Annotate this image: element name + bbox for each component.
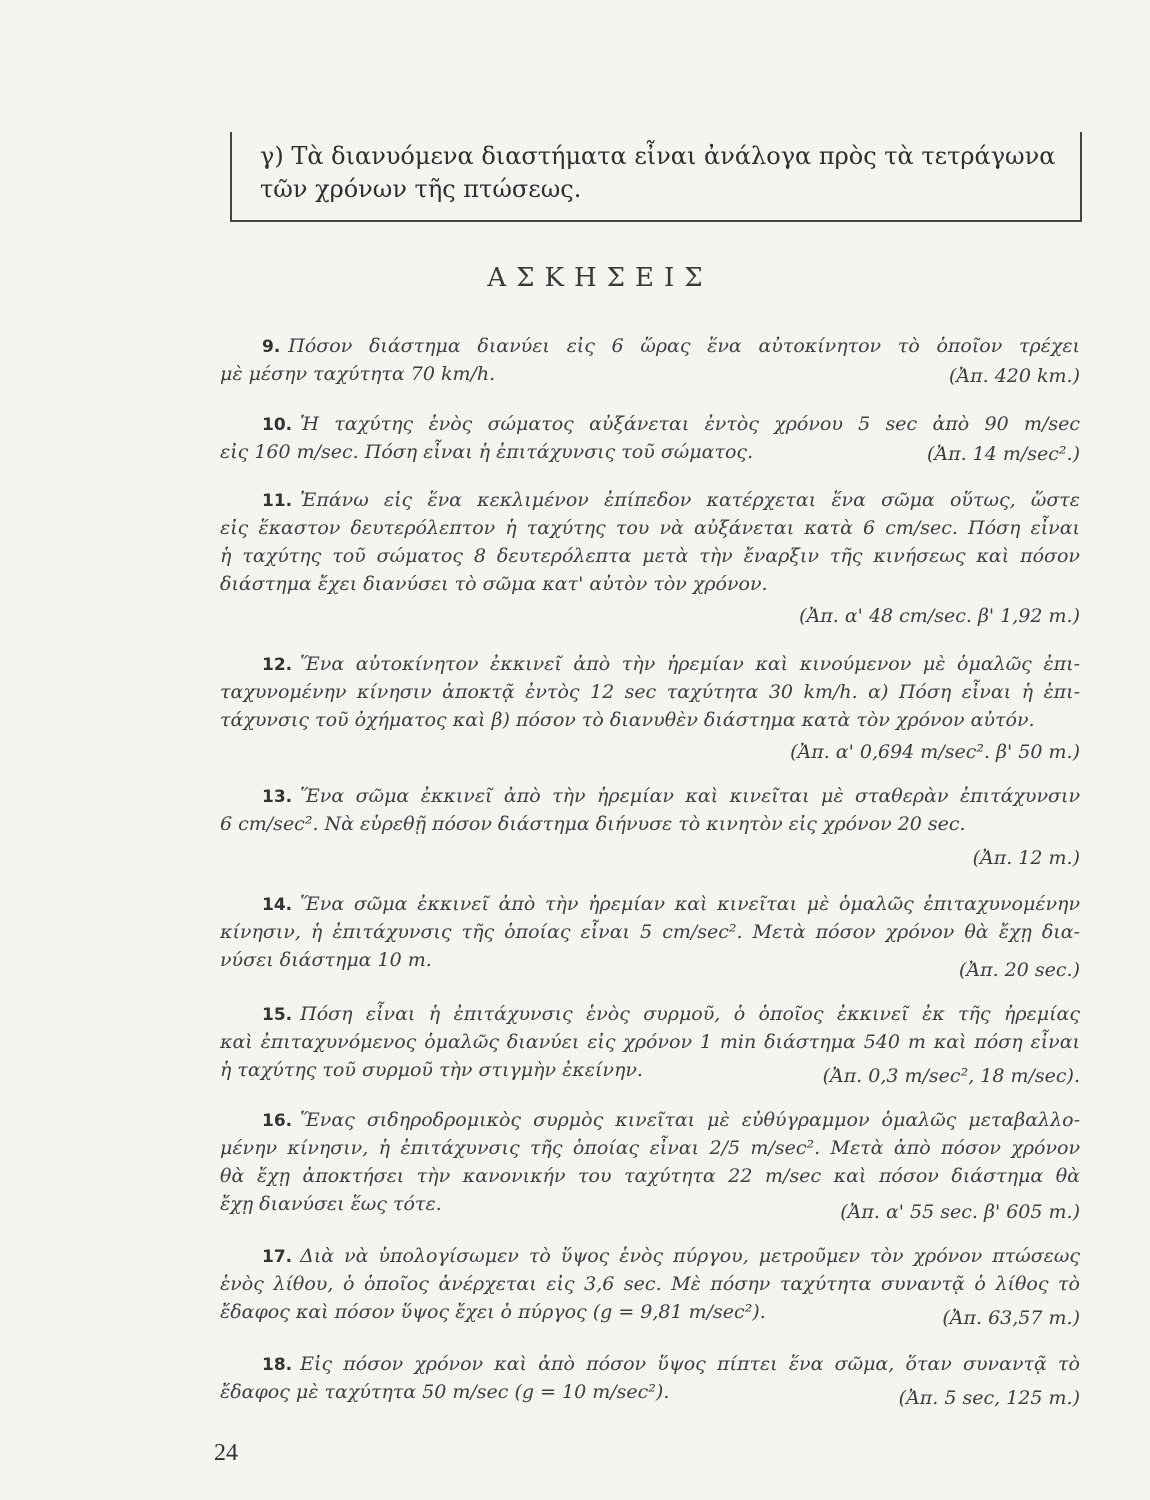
exercise-line: κίνησιν, ἡ ἐπιτάχυνσις τῆς ὁποίας εἶναι 5 cm/sec². Μετὰ πόσον χρόνον θὰ ἔχῃ δια-: [220, 921, 1080, 943]
exercise-line: ἔχῃ διανύσει ἕως τότε.: [220, 1193, 442, 1215]
exercise-line: ἡ ταχύτης τοῦ συρμοῦ τὴν στιγμὴν ἐκείνην.: [220, 1059, 643, 1081]
exercise-answer: (Ἀπ. 420 km.): [949, 365, 1080, 387]
exercise-line: ἑνὸς λίθου, ὁ ὁποῖος ἀνέρχεται εἰς 3,6 sec. Μὲ πόσην ταχύτητα συναντᾷ ὁ λίθος τὸ: [220, 1273, 1080, 1295]
exercise-number: 16.: [262, 1111, 293, 1131]
exercise-number: 11.: [262, 491, 293, 511]
exercise-answer: (Ἀπ. 14 m/sec².): [926, 443, 1080, 465]
exercise-line: ἡ ταχύτης τοῦ σώματος 8 δευτερόλεπτα μετὰ τὴν ἔναρξιν τῆς κινήσεως καὶ πόσον: [220, 545, 1080, 567]
exercise-line: 18. Εἰς πόσον χρόνον καὶ ἀπὸ πόσον ὕψος πίπτει ἕνα σῶμα, ὅταν συναντᾷ τὸ: [262, 1353, 1080, 1375]
exercise-answer: (Ἀπ. α' 48 cm/sec. β' 1,92 m.): [799, 605, 1080, 627]
exercise-line: εἰς 160 m/sec. Πόση εἶναι ἡ ἐπιτάχυνσις τοῦ σώματος.: [220, 441, 754, 463]
exercise-line: ἔδαφος μὲ ταχύτητα 50 m/sec (g = 10 m/sec²).: [220, 1381, 670, 1403]
section-title: ΑΣΚΗΣΕΙΣ: [487, 263, 713, 293]
exercise-line: 6 cm/sec². Νὰ εὑρεθῇ πόσον διάστημα διήνυσε τὸ κινητὸν εἰς χρόνον 20 sec.: [220, 813, 966, 835]
exercise-line: καὶ ἐπιταχυνόμενος ὁμαλῶς διανύει εἰς χρόνον 1 min διάστημα 540 m καὶ πόση εἶναι: [220, 1031, 1080, 1053]
exercise-line: θὰ ἔχῃ ἀποκτήσει τὴν κανονικήν του ταχύτητα 22 m/sec καὶ πόσον διάστημα θὰ: [220, 1165, 1080, 1187]
exercise-answer: (Ἀπ. α' 55 sec. β' 605 m.): [840, 1201, 1080, 1223]
exercise-line: 15. Πόση εἶναι ἡ ἐπιτάχυνσις ἑνὸς συρμοῦ, ὁ ὁποῖος ἐκκινεῖ ἐκ τῆς ἠρεμίας: [262, 1003, 1080, 1025]
exercise-line: 12. Ἕνα αὐτοκίνητον ἐκκινεῖ ἀπὸ τὴν ἠρεμίαν καὶ κινούμενον μὲ ὁμαλῶς ἐπι-: [262, 653, 1080, 675]
exercise-line: νύσει διάστημα 10 m.: [220, 949, 432, 971]
exercise-answer: (Ἀπ. 0,3 m/sec², 18 m/sec).: [822, 1065, 1080, 1087]
page-number: 24: [214, 1440, 238, 1466]
exercise-number: 18.: [262, 1355, 293, 1375]
exercise-number: 12.: [262, 655, 293, 675]
exercise-number: 14.: [262, 895, 293, 915]
exercise-number: 10.: [262, 415, 293, 435]
exercise-line: 17. Διὰ νὰ ὑπολογίσωμεν τὸ ὕψος ἑνὸς πύργου, μετροῦμεν τὸν χρόνον πτώσεως: [262, 1245, 1080, 1267]
exercise-number: 9.: [262, 337, 281, 357]
rule-line-1: γ) Τὰ διανυόμενα διαστήματα εἶναι ἀνάλογα πρὸς τὰ τετράγωνα: [260, 142, 1056, 170]
exercise-line: ἔδαφος καὶ πόσον ὕψος ἔχει ὁ πύργος (g = 9,81 m/sec²).: [220, 1301, 766, 1323]
exercise-answer: (Ἀπ. 63,57 m.): [942, 1307, 1080, 1329]
exercise-answer: (Ἀπ. 5 sec, 125 m.): [898, 1387, 1080, 1409]
exercise-line: μένην κίνησιν, ἡ ἐπιτάχυνσις τῆς ὁποίας εἶναι 2/5 m/sec². Μετὰ ἀπὸ πόσον χρόνον: [220, 1137, 1080, 1159]
exercise-number: 17.: [262, 1247, 293, 1267]
exercise-line: 10. Ἡ ταχύτης ἑνὸς σώματος αὐξάνεται ἐντὸς χρόνου 5 sec ἀπὸ 90 m/sec: [262, 413, 1080, 435]
exercise-line: 16. Ἕνας σιδηροδρομικὸς συρμὸς κινεῖται μὲ εὐθύγραμμον ὁμαλῶς μεταβαλλο-: [262, 1109, 1080, 1131]
exercise-line: διάστημα ἔχει διανύσει τὸ σῶμα κατ' αὐτὸν τὸν χρόνον.: [220, 573, 768, 595]
exercise-number: 13.: [262, 787, 293, 807]
exercise-line: τάχυνσις τοῦ ὀχήματος καὶ β) πόσον τὸ διανυθὲν διάστημα κατὰ τὸν χρόνον αὐτόν.: [220, 709, 1035, 731]
rule-line-2: τῶν χρόνων τῆς πτώσεως.: [260, 175, 582, 203]
exercise-number: 15.: [262, 1005, 293, 1025]
exercise-answer: (Ἀπ. α' 0,694 m/sec². β' 50 m.): [790, 741, 1080, 763]
exercise-line: 14. Ἕνα σῶμα ἐκκινεῖ ἀπὸ τὴν ἠρεμίαν καὶ κινεῖται μὲ ὁμαλῶς ἐπιταχυνομένην: [262, 893, 1080, 915]
exercise-line: ταχυνομένην κίνησιν ἀποκτᾷ ἐντὸς 12 sec ταχύτητα 30 km/h. α) Πόση εἶναι ἡ ἐπι-: [220, 681, 1080, 703]
exercise-answer: (Ἀπ. 12 m.): [972, 847, 1080, 869]
exercise-line: 11. Ἐπάνω εἰς ἕνα κεκλιμένον ἐπίπεδον κατέρχεται ἕνα σῶμα οὕτως, ὥστε: [262, 489, 1080, 511]
exercise-answer: (Ἀπ. 20 sec.): [958, 959, 1080, 981]
exercise-line: 13. Ἕνα σῶμα ἐκκινεῖ ἀπὸ τὴν ἠρεμίαν καὶ κινεῖται μὲ σταθερὰν ἐπιτάχυνσιν: [262, 785, 1080, 807]
exercise-line: εἰς ἕκαστον δευτερόλεπτον ἡ ταχύτης του νὰ αὐξάνεται κατὰ 6 cm/sec. Πόση εἶναι: [220, 517, 1080, 539]
exercise-line: 9. Πόσον διάστημα διανύει εἰς 6 ὥρας ἕνα αὐτοκίνητον τὸ ὁποῖον τρέχει: [262, 335, 1080, 357]
rule-box: [230, 132, 1082, 222]
exercise-line: μὲ μέσην ταχύτητα 70 km/h.: [220, 363, 496, 385]
